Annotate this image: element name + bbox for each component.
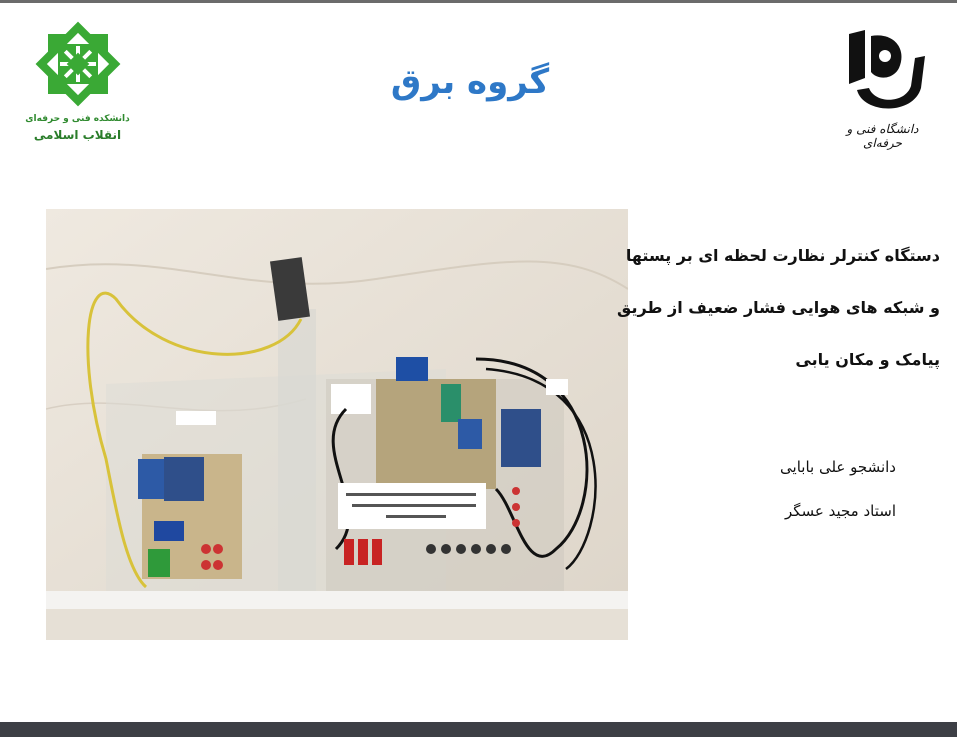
college-name-line1: دانشکده فنی و حرفه‌ای [25,114,130,124]
college-name-line2: انقلاب اسلامی [33,128,122,142]
project-title [617,230,940,386]
university-logo [835,28,935,150]
college-logo [20,18,135,148]
tvu-emblem-icon [835,28,930,120]
project-title-line: پیامک و مکان یابی [795,350,940,369]
project-prototype-photo [46,209,628,640]
page-title: گروه برق [390,62,550,102]
prototype-image [46,209,628,640]
bottom-border [0,722,957,737]
project-title-line: دستگاه کنترلر نظارت لحظه ای بر پستها [625,246,940,265]
university-caption: دانشگاه فنی و حرفه‌ای [846,122,919,150]
student-name: دانشجو علی بابایی [780,458,896,476]
advisor-name: استاد مجید عسگر [784,502,896,520]
college-emblem-icon [32,18,124,110]
top-border [0,0,957,3]
project-title-line: و شبکه های هوایی فشار ضعیف از طریق [617,298,940,317]
